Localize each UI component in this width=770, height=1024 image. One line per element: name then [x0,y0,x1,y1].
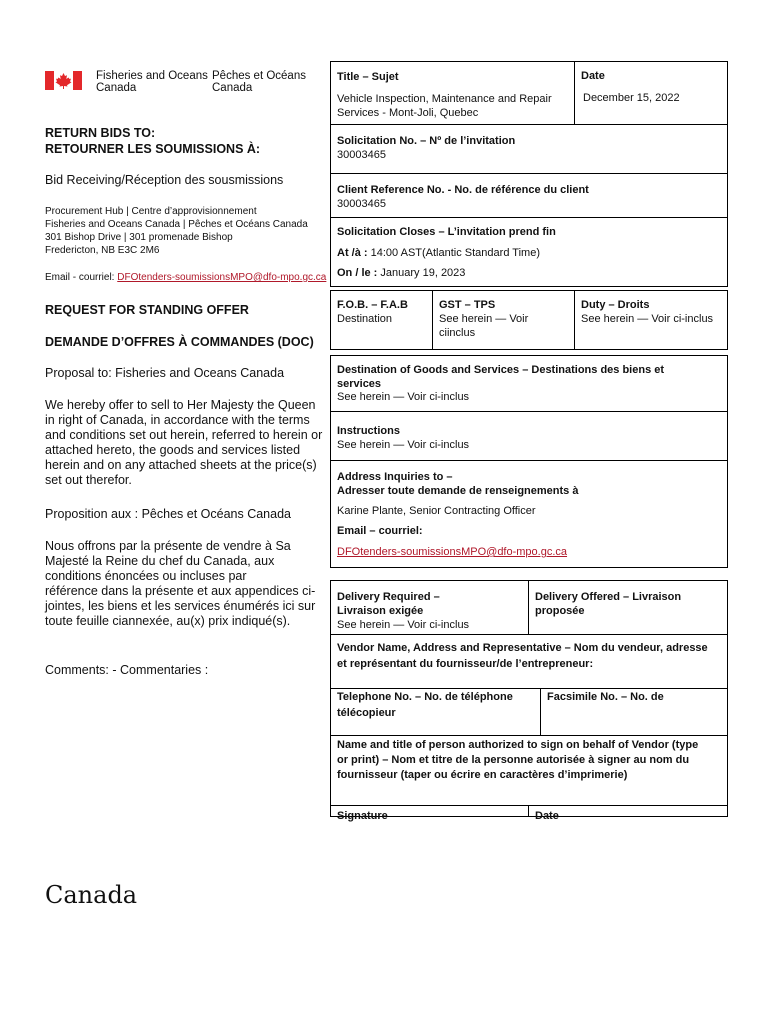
solicitation-value: 30003465 [337,149,386,161]
destination-label: Destination of Goods and Services – Destinations des biens et services [337,364,665,390]
canada-flag-icon [45,71,82,90]
duty-label: Duty – Droits [581,299,650,311]
left-email-link[interactable]: DFOtenders-soumissionsMPO@dfo-mpo.gc.ca [117,272,327,283]
dept-name-en: Fisheries and Oceans Canada [96,70,208,94]
vendor-label: Vendor Name, Address and Representative – Nom du vendeur, adresse et représentant du fournisseur/de l’entrepreneur: [337,642,708,670]
title-label: Title – Sujet [337,71,399,83]
contracting-officer: Karine Plante, Senior Contracting Officer [337,505,536,517]
left-email-line: Email - courriel: DFOtenders-soumissionsMPO@dfo-mpo.gc.ca [45,272,327,283]
instructions-label: Instructions [337,425,400,437]
authorized-person-label: Name and title of person authorized to sign on behalf of Vendor (type or print) – Nom et titre de la personne autorisée à signer au nom du fournisseur (taper ou écrire en caractères d’imprimerie) [337,739,699,781]
proposal-fr: Proposition aux : Pêches et Océans Canada [45,507,291,521]
signature-date-label: Date [535,810,559,822]
fob-label: F.O.B. – F.A.B [337,299,408,311]
destination-value: See herein — Voir ci-inclus [337,391,470,403]
date-label: Date [581,70,605,82]
gst-label: GST – TPS [439,299,496,311]
offer-text-fr: Nous offrons par la présente de vendre à Sa Majesté la Reine du chef du Canada, aux conditions énoncées ou incluses par référence dans la présente et aux appendices ci- jointes, les biens et les services énumérés ici sur toute feuille ciannexée, au(x) prix indiqué(s). [45,539,316,628]
instructions-value: See herein — Voir ci-inclus [337,439,470,451]
duty-value: See herein — Voir ci-inclus [581,313,714,325]
client-ref-value: 30003465 [337,198,386,210]
gst-value: See herein — Voir ciinclus [439,313,529,339]
title-value: Vehicle Inspection, Maintenance and Repair Services - Mont-Joli, Quebec [337,93,552,119]
solicitation-label: Solicitation No. – Nº de l’invitation [337,135,516,147]
telephone-label: Telephone No. – No. de téléphone télécopieur [337,691,513,719]
dept-name-fr: Pêches et Océans Canada [212,70,306,94]
client-ref-label: Client Reference No. - No. de référence du client [337,184,589,196]
offer-text-en: We hereby offer to sell to Her Majesty the Queen in right of Canada, in accordance with the terms and conditions set out herein, referred to herein or attached hereto, the goods and services listed herein and on any attached sheets at the price(s) set out therefor. [45,398,323,487]
date-value: December 15, 2022 [583,92,680,104]
comments-label: Comments: - Commentaries : [45,663,209,677]
delivery-required-label: Delivery Required – Livraison exigée See herein — Voir ci-inclus [337,591,470,631]
fob-value: Destination [337,313,393,325]
request-title-en: REQUEST FOR STANDING OFFER [45,303,249,317]
email-label: Email – courriel: [337,525,423,537]
closes-at: At /à : 14:00 AST(Atlantic Standard Time) [337,247,540,259]
closes-on: On / le : January 19, 2023 [337,267,466,279]
closes-label: Solicitation Closes – L’invitation prend fin [337,226,556,238]
return-bids-heading: RETURN BIDS TO: RETOURNER LES SOUMISSIONS À: [45,126,261,156]
email-link[interactable]: DFOtenders-soumissionsMPO@dfo-mpo.gc.ca [337,546,568,558]
proposal-en: Proposal to: Fisheries and Oceans Canada [45,366,285,380]
facsimile-label: Facsimile No. – No. de [547,691,664,703]
procurement-address: Procurement Hub | Centre d’approvisionnement Fisheries and Oceans Canada | Pêches et Océans Canada 301 Bishop Drive | 301 promenade Bishop Fredericton, NB E3C 2M6 [45,206,308,256]
signature-label: Signature [337,810,388,822]
canada-wordmark: Canada [45,881,138,909]
inquiries-label: Address Inquiries to – Adresser toute demande de renseignements à [337,471,579,497]
request-title-fr: DEMANDE D’OFFRES À COMMANDES (DOC) [45,335,314,349]
delivery-offered-label: Delivery Offered – Livraison proposée [535,591,682,617]
bid-receiving: Bid Receiving/Réception des sousmissions [45,173,284,187]
